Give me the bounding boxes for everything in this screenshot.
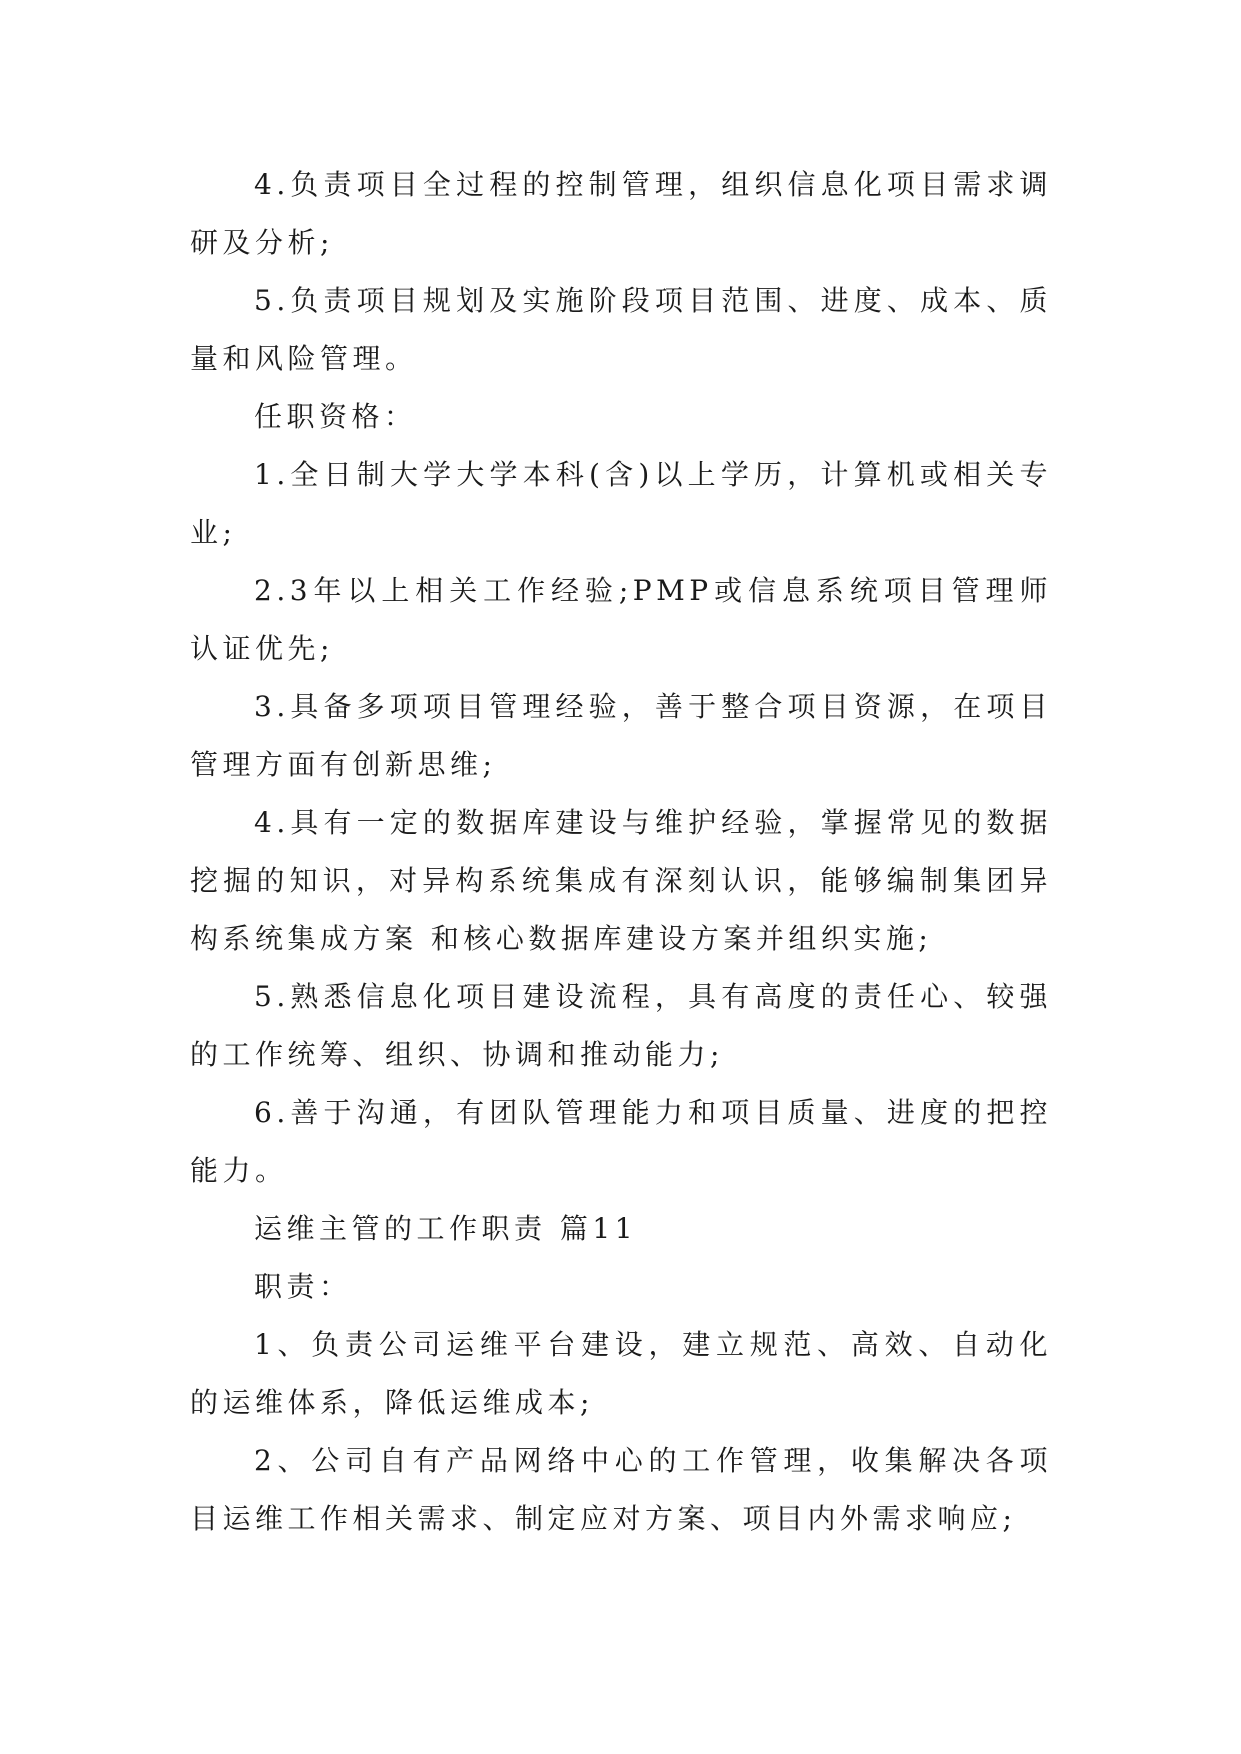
section-title-article-11: 运维主管的工作职责 篇11 — [254, 1212, 638, 1245]
paragraph-qualification-4: 4.具有一定的数据库建设与维护经验，掌握常见的数据挖掘的知识，对异构系统集成有深刻认识，能够编制集团异构系统集成方案 和核心数据库建设方案并组织实施; — [190, 806, 1052, 955]
paragraph-qualification-6: 6.善于沟通，有团队管理能力和项目质量、进度的把控能力。 — [190, 1096, 1052, 1187]
paragraph-qualification-5: 5.熟悉信息化项目建设流程，具有高度的责任心、较强的工作统筹、组织、协调和推动能力; — [190, 980, 1052, 1071]
document-body — [190, 156, 1052, 1548]
paragraph-duty-2: 2、公司自有产品网络中心的工作管理，收集解决各项目运维工作相关需求、制定应对方案、项目内外需求响应; — [190, 1444, 1052, 1535]
paragraph-responsibility-4: 4.负责项目全过程的控制管理，组织信息化项目需求调研及分析; — [190, 168, 1052, 259]
paragraph-qualification-1: 1.全日制大学大学本科(含)以上学历，计算机或相关专业; — [190, 458, 1052, 549]
paragraph-qualification-3: 3.具备多项项目管理经验，善于整合项目资源，在项目管理方面有创新思维; — [190, 690, 1052, 781]
paragraph-responsibility-5: 5.负责项目规划及实施阶段项目范围、进度、成本、质量和风险管理。 — [190, 284, 1052, 375]
section-heading-qualifications: 任职资格： — [254, 400, 417, 433]
paragraph-duty-1: 1、负责公司运维平台建设，建立规范、高效、自动化的运维体系，降低运维成本; — [190, 1328, 1052, 1419]
paragraph-qualification-2: 2.3年以上相关工作经验;PMP或信息系统项目管理师认证优先; — [190, 574, 1052, 665]
section-heading-duties: 职责： — [254, 1270, 352, 1303]
